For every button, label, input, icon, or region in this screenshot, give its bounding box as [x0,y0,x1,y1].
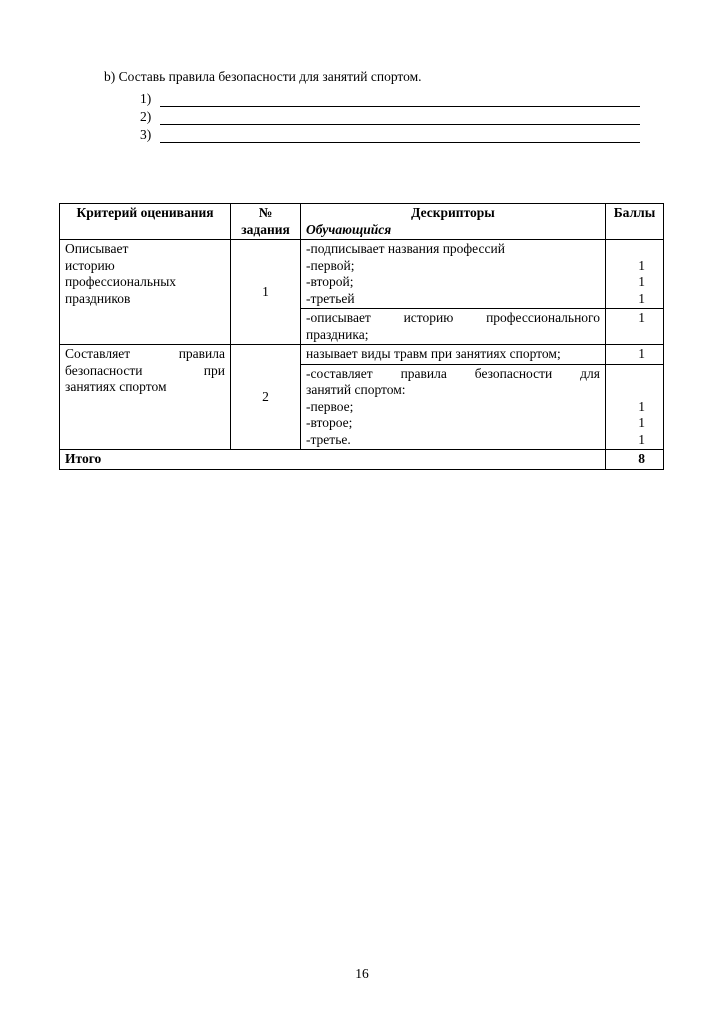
header-points: Баллы [606,204,664,240]
points-value: 1 [638,274,645,289]
header-descriptors-title: Дескрипторы [411,205,495,220]
answer-line-2[interactable] [140,107,640,125]
points-value: 1 [638,415,645,430]
descriptor-cell: называет виды травм при занятиях спортом; [301,345,606,365]
descriptor-line: занятий спортом: [306,382,406,397]
header-descriptors [301,204,606,240]
criterion-word: Описывает [65,241,129,256]
descriptor-line: -первое; [306,398,354,414]
descriptor-line: -третье. [306,431,351,447]
criterion-cell [60,240,231,345]
criterion-line: праздников [65,290,131,306]
answer-number: 2) [140,109,152,124]
task-number-cell: 1 [231,240,301,345]
page-number: 16 [355,966,369,981]
criterion-line: Составляет правила [65,346,225,361]
descriptor-cell [301,240,606,309]
total-row [60,450,664,470]
answer-blank[interactable] [160,93,640,107]
answer-blank[interactable] [160,111,640,125]
header-descriptors-subtitle: Обучающийся [306,221,392,237]
assessment-rubric-table [59,203,664,470]
answer-line-3[interactable] [140,125,640,143]
answer-lines [140,89,640,143]
table-row [60,240,664,309]
points-cell [606,345,664,365]
header-task-number [231,204,301,240]
table-header-row [60,204,664,240]
task-number-cell: 2 [231,345,301,450]
points-value: 1 [638,346,645,361]
criterion-line: занятиях спортом [65,379,167,394]
points-value: 1 [638,257,645,273]
answer-number: 1) [140,91,152,106]
points-cell [606,240,664,309]
header-task-number-line2: задания [241,221,290,237]
descriptor-cell [301,309,606,345]
points-value: 1 [638,431,645,447]
points-cell [606,309,664,345]
criterion-line: безопасности при [65,362,225,378]
points-value: 1 [638,398,645,414]
answer-number: 3) [140,127,152,142]
descriptor-line: -второе; [306,415,353,430]
criterion-line [65,241,225,274]
header-task-number-line1: № [258,205,273,220]
descriptor-line: праздника; [306,326,369,342]
descriptor-line: -первой; [306,257,355,273]
criterion-cell [60,345,231,450]
points-cell [606,364,664,450]
points-value: 1 [638,310,645,325]
descriptor-line: -третьей [306,290,355,306]
descriptor-cell [301,364,606,450]
table-row [60,345,664,365]
descriptor-line: -подписывает названия профессий [306,241,505,256]
total-label: Итого [60,450,606,470]
answer-blank[interactable] [160,129,640,143]
descriptor-line: -второй; [306,274,354,289]
task-title: b) Составь правила безопасности для занятий спортом. [104,69,422,84]
descriptor-line: -описывает историю профессионального [306,310,600,325]
criterion-word: историю [65,257,115,273]
criterion-line: профессиональных [65,274,177,289]
descriptor-line: -составляет правила безопасности для [306,365,600,381]
answer-line-1[interactable] [140,89,640,107]
points-value: 1 [638,290,645,306]
total-value: 8 [606,450,664,470]
header-criterion: Критерий оценивания [60,204,231,240]
